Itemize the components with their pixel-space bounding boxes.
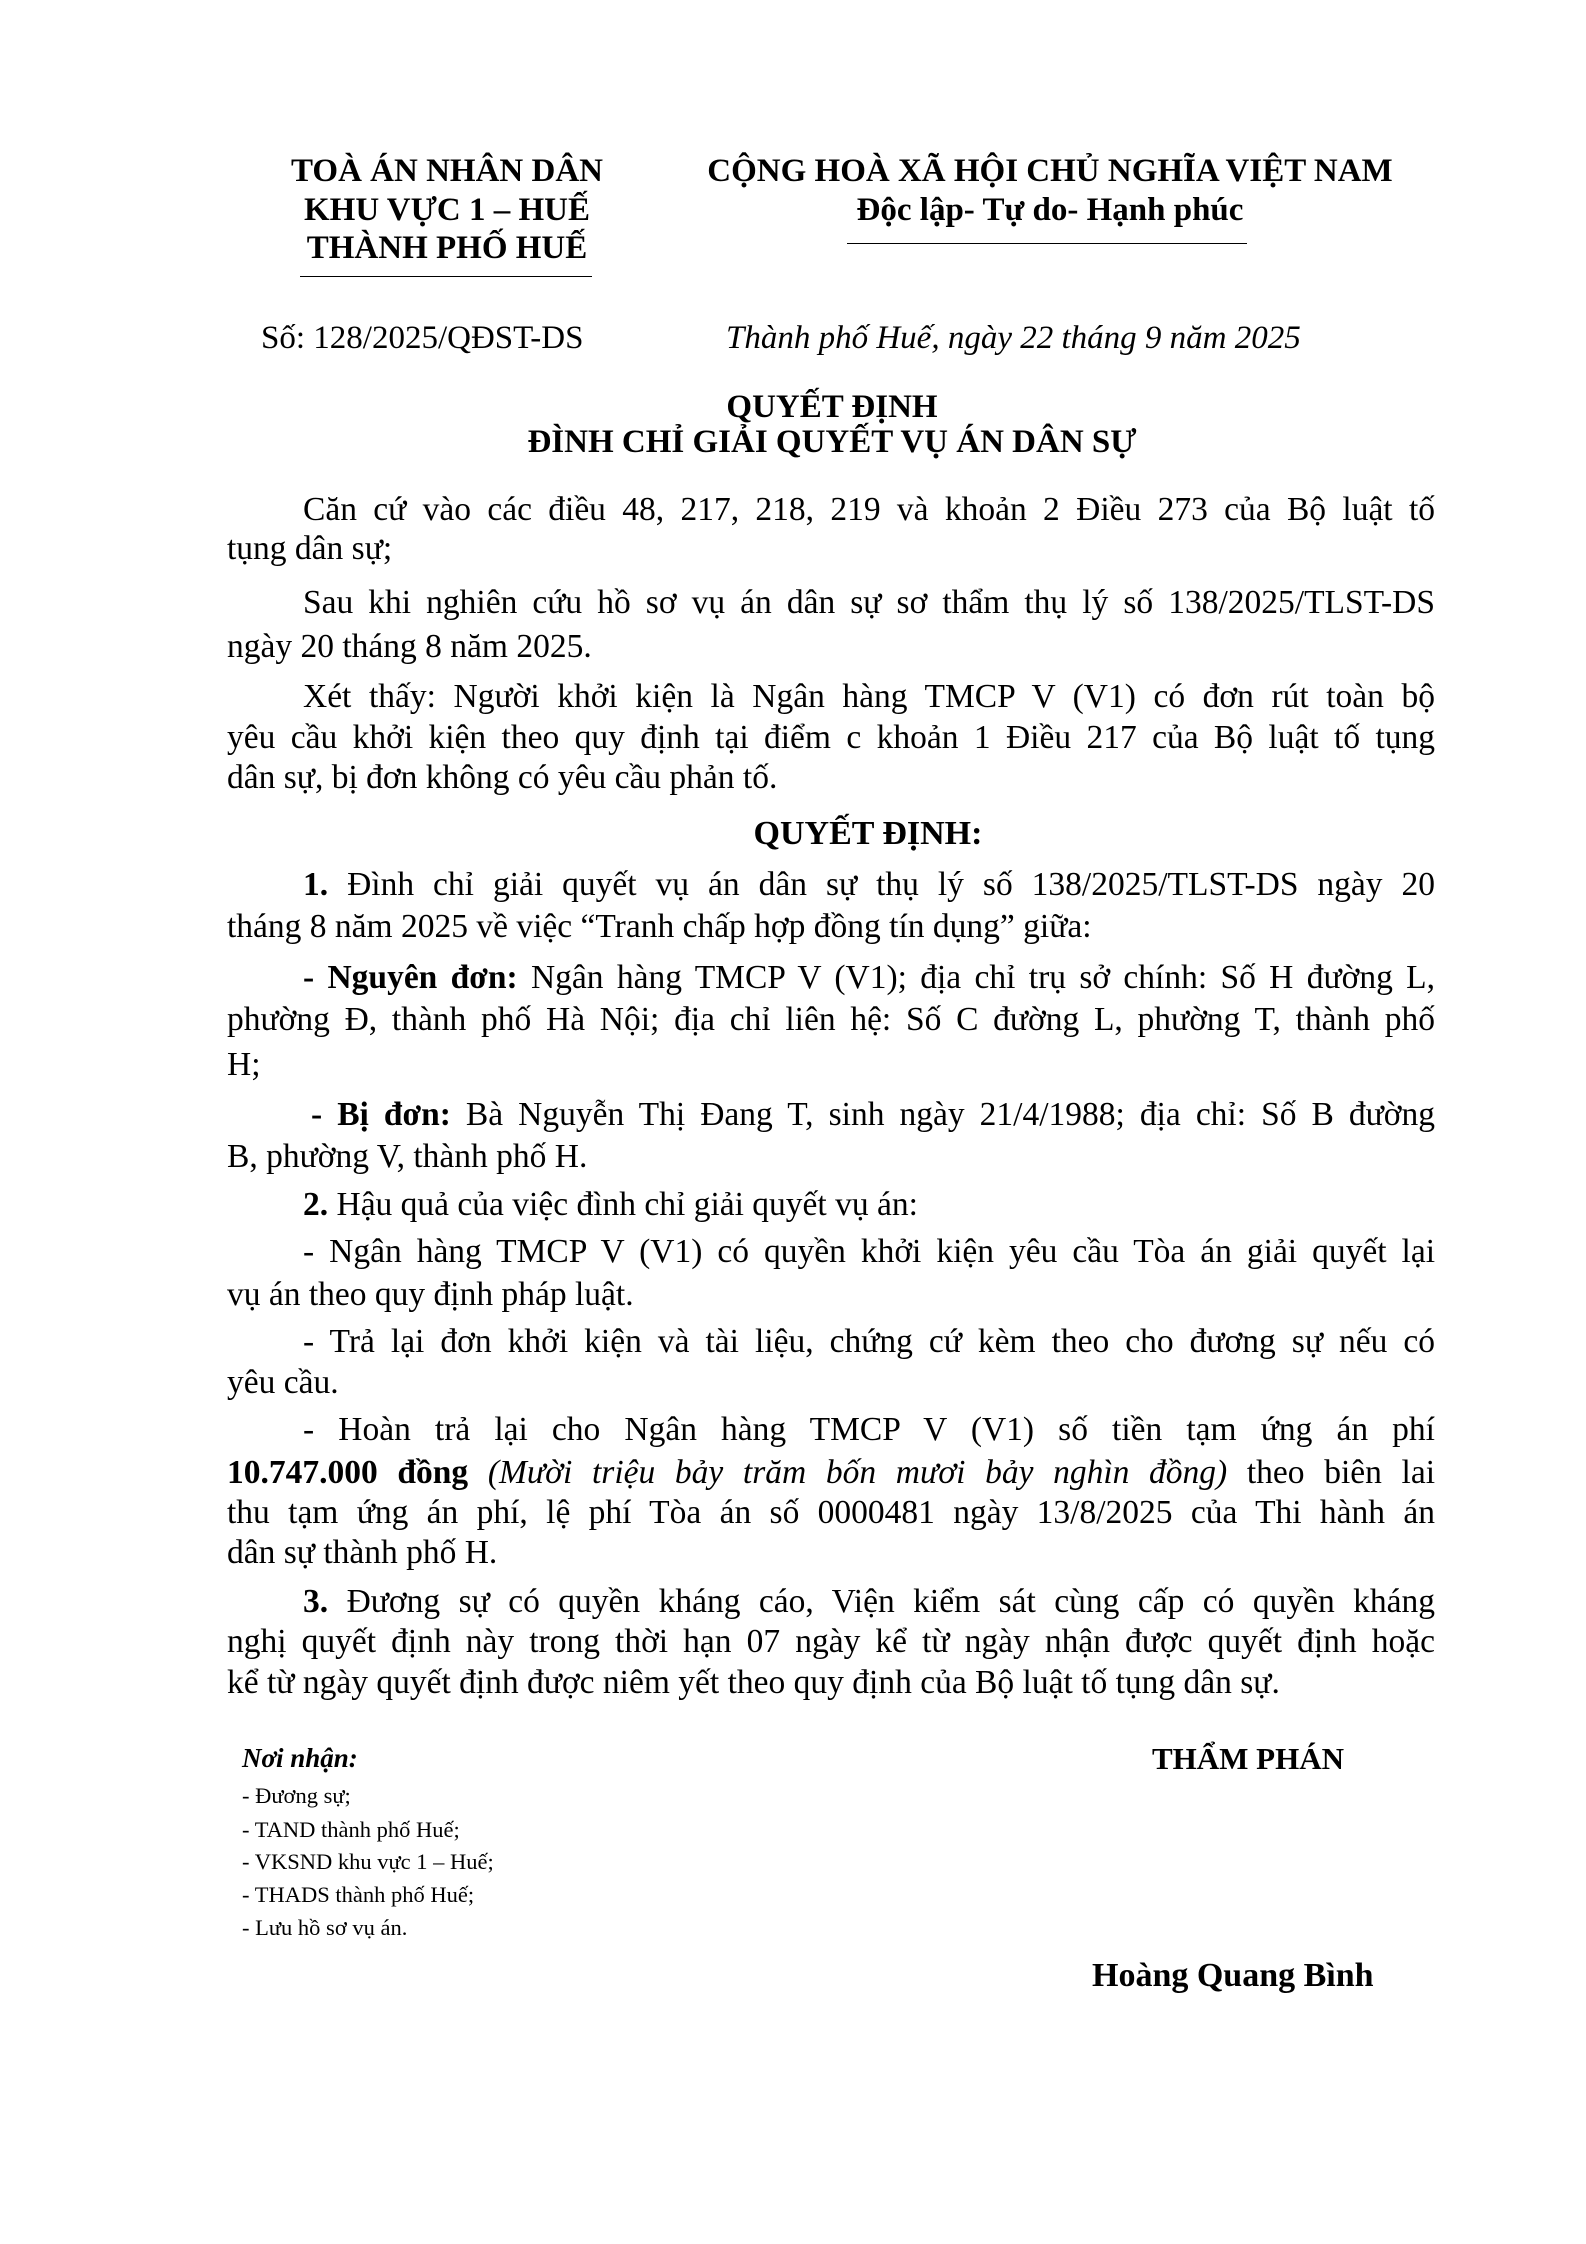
signer-title: THẨM PHÁN: [1151, 1741, 1344, 1776]
consequence-return-docs-cont: yêu cầu.: [227, 1364, 339, 1401]
plaintiff-address-end: H;: [227, 1046, 261, 1083]
decision-item-2: [227, 1185, 1435, 1225]
recipient-item: - VKSND khu vực 1 – Huế;: [242, 1849, 494, 1874]
court-city-line: THÀNH PHỐ HUẾ: [306, 230, 588, 266]
consequence-refund-end: dân sự thành phố H.: [227, 1534, 498, 1571]
plaintiff-label: - Nguyên đơn:: [303, 959, 518, 996]
defendant-line: [227, 1095, 1435, 1135]
place-and-date: Thành phố Huế, ngày 22 tháng 9 năm 2025: [726, 320, 1301, 356]
signer-name: Hoàng Quang Bình: [1092, 1957, 1374, 1994]
court-name-line: TOÀ ÁN NHÂN DÂN: [291, 153, 603, 189]
national-motto: Độc lập- Tự do- Hạnh phúc: [856, 192, 1244, 228]
document-number: Số: 128/2025/QĐST-DS: [261, 320, 584, 356]
item-text: Đương sự có quyền kháng cáo, Viện kiểm sát cùng cấp có quyền kháng: [346, 1583, 1436, 1620]
consequence-refund-amount: [227, 1453, 1435, 1493]
preamble-legal-basis: Căn cứ vào các điều 48, 217, 218, 219 và khoản 2 Điều 273 của Bộ luật tố: [303, 491, 1435, 528]
plaintiff-text: Ngân hàng TMCP V (V1); địa chỉ trụ sở chính: Số H đường L,: [530, 959, 1436, 996]
item-number: 3.: [303, 1583, 329, 1620]
court-underline: [300, 276, 592, 277]
defendant-label: - Bị đơn:: [311, 1096, 451, 1133]
item-number: 2.: [303, 1186, 329, 1223]
plaintiff-line: [227, 958, 1435, 998]
recipients-heading: Nơi nhận:: [242, 1743, 358, 1773]
preamble-legal-basis-cont: tụng dân sự;: [227, 530, 393, 567]
motto-underline: [847, 243, 1247, 244]
decision-item-3-line: [227, 1582, 1435, 1622]
consequence-refund: - Hoàn trả lại cho Ngân hàng TMCP V (V1) số tiền tạm ứng án phí: [303, 1411, 1435, 1448]
decision-item-3-end: kể từ ngày quyết định được niêm yết theo quy định của Bộ luật tố tụng dân sự.: [227, 1664, 1280, 1701]
consequence-refund-receipt: thu tạm ứng án phí, lệ phí Tòa án số 0000481 ngày 13/8/2025 của Thi hành án: [227, 1494, 1435, 1531]
decision-item-1-cont: tháng 8 năm 2025 về việc “Tranh chấp hợp đồng tín dụng” giữa:: [227, 908, 1092, 945]
document-subtitle: ĐÌNH CHỈ GIẢI QUYẾT VỤ ÁN DÂN SỰ: [527, 424, 1137, 460]
court-area-line: KHU VỰC 1 – HUẾ: [303, 192, 590, 228]
defendant-address: B, phường V, thành phố H.: [227, 1138, 588, 1175]
preamble-case-review-cont: ngày 20 tháng 8 năm 2025.: [227, 628, 592, 665]
preamble-case-review: Sau khi nghiên cứu hồ sơ vụ án dân sự sơ thẩm thụ lý số 138/2025/TLST-DS: [303, 584, 1435, 621]
defendant-text: Bà Nguyễn Thị Đang T, sinh ngày 21/4/1988; địa chỉ: Số B đường: [465, 1096, 1436, 1133]
decision-heading: QUYẾT ĐỊNH:: [753, 815, 983, 852]
recipient-item: - Lưu hồ sơ vụ án.: [242, 1915, 408, 1940]
item-number: 1.: [303, 866, 329, 903]
document-title: QUYẾT ĐỊNH: [726, 389, 938, 425]
preamble-findings-end: dân sự, bị đơn không có yêu cầu phản tố.: [227, 759, 778, 796]
refund-tail: theo biên lai: [1246, 1454, 1436, 1491]
item-text: Hậu quả của việc đình chỉ giải quyết vụ án:: [336, 1186, 918, 1223]
nation-name: CỘNG HOÀ XÃ HỘI CHỦ NGHĨA VIỆT NAM: [707, 153, 1393, 189]
plaintiff-address: phường Đ, thành phố Hà Nội; địa chỉ liên hệ: Số C đường L, phường T, thành phố: [227, 1001, 1435, 1038]
item-text: Đình chỉ giải quyết vụ án dân sự thụ lý số 138/2025/TLST-DS ngày 20: [347, 866, 1436, 903]
recipient-item: - Đương sự;: [242, 1783, 351, 1808]
refund-amount: 10.747.000 đồng: [227, 1454, 469, 1491]
refund-amount-words: (Mười triệu bảy trăm bốn mươi bảy nghìn đồng): [487, 1454, 1228, 1491]
decision-item-1-line: [227, 865, 1435, 905]
recipient-item: - THADS thành phố Huế;: [242, 1882, 475, 1907]
recipient-item: - TAND thành phố Huế;: [242, 1817, 460, 1842]
consequence-return-docs: - Trả lại đơn khởi kiện và tài liệu, chứng cứ kèm theo cho đương sự nếu có: [303, 1323, 1435, 1360]
decision-item-3-cont: nghị quyết định này trong thời hạn 07 ngày kể từ ngày nhận được quyết định hoặc: [227, 1623, 1435, 1660]
consequence-refile-cont: vụ án theo quy định pháp luật.: [227, 1276, 634, 1313]
preamble-findings-cont: yêu cầu khởi kiện theo quy định tại điểm c khoản 1 Điều 217 của Bộ luật tố tụng: [227, 719, 1435, 756]
preamble-findings: Xét thấy: Người khởi kiện là Ngân hàng TMCP V (V1) có đơn rút toàn bộ: [303, 678, 1435, 715]
consequence-refile: - Ngân hàng TMCP V (V1) có quyền khởi kiện yêu cầu Tòa án giải quyết lại: [303, 1233, 1435, 1270]
